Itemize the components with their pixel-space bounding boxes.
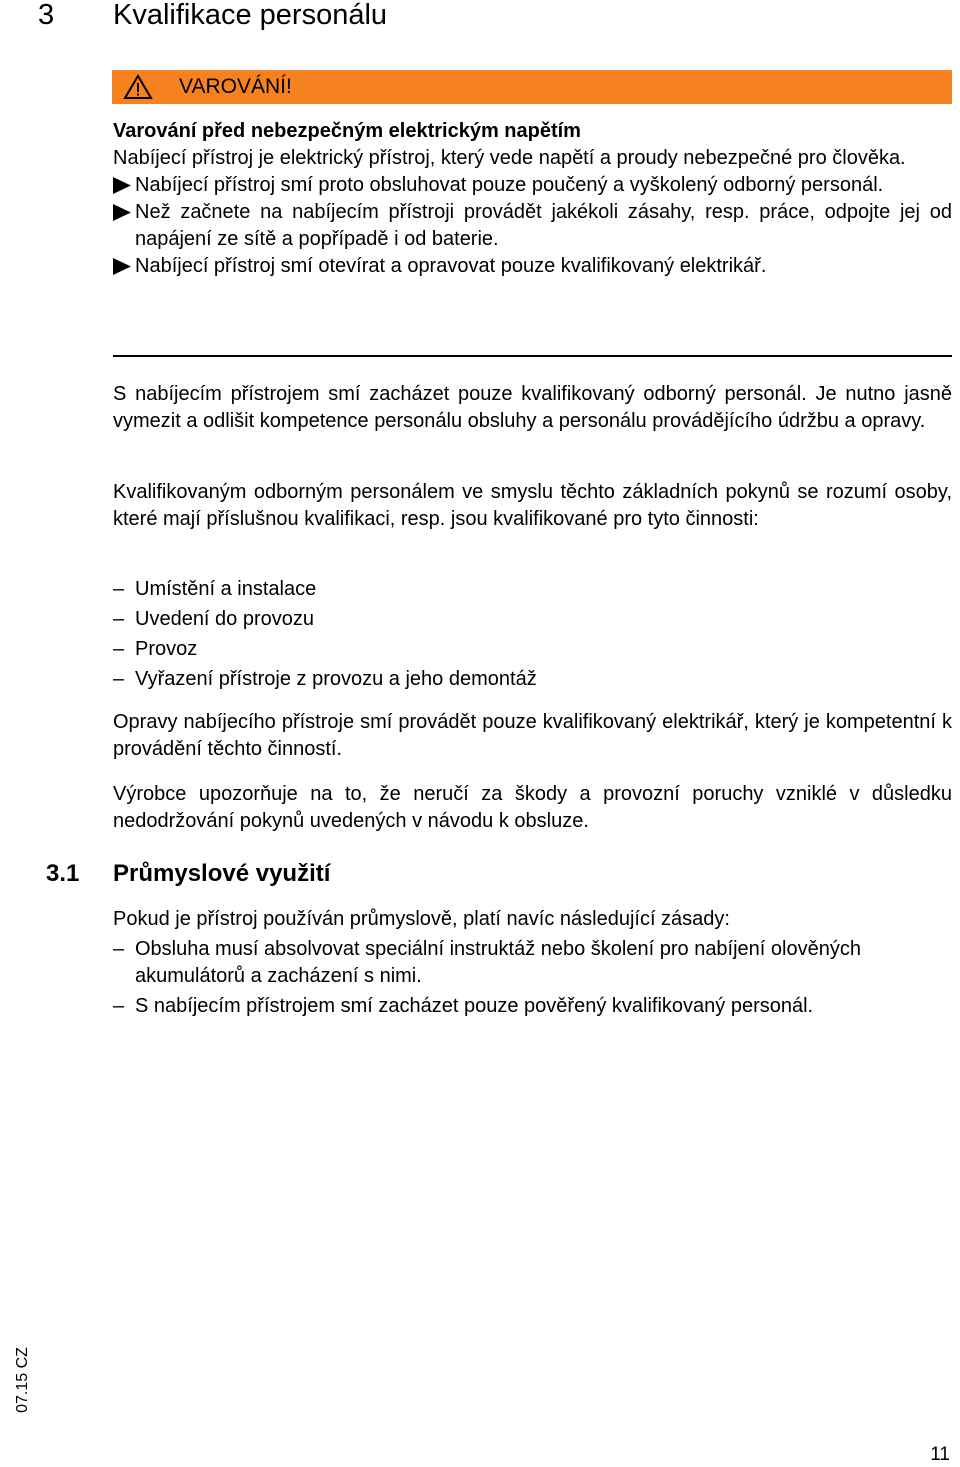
arrow-right-icon [113, 172, 135, 199]
list-item: – S nabíjecím přístrojem smí zacházet pouze pověřený kvalifikovaný personál. [113, 995, 814, 1017]
page-number: 11 [930, 1444, 950, 1465]
instruction-item: Než začnete na nabíjecím přístroji provádět jakékoli zásahy, resp. práce, odpojte jej od napájení ze sítě a popřípadě i od baterie. [113, 199, 952, 253]
divider [113, 355, 952, 357]
chapter-title-text: Kvalifikace personálu [113, 0, 388, 31]
warning-heading: Varování před nebezpečným elektrickým napětím [113, 120, 581, 142]
section-title [46, 858, 330, 890]
chapter-title [38, 0, 387, 30]
warning-body [113, 118, 952, 280]
warning-triangle-icon [123, 74, 153, 100]
instruction-item: Nabíjecí přístroj smí otevírat a opravovat pouze kvalifikovaný elektrikář. [113, 253, 952, 280]
list-item: – Uvedení do provozu [113, 608, 315, 630]
section-intro: Pokud je přístroj používán průmyslově, platí navíc následující zásady: [113, 908, 730, 930]
list-item: – Obsluha musí absolvovat speciální instruktáž nebo školení pro nabíjení olověných akumulátorů a zacházení s nimi. [113, 938, 861, 987]
document-code: 07.15 CZ [14, 1347, 31, 1413]
paragraph: Opravy nabíjecího přístroje smí provádět pouze kvalifikovaný elektrikář, který je kompetentní k provádění těchto činností. [113, 711, 952, 760]
arrow-right-icon [113, 253, 135, 280]
paragraph: S nabíjecím přístrojem smí zacházet pouze kvalifikovaný odborný personál. Je nutno jasně vymezit a odlišit kompetence personálu obsluhy a personálu provádějícího údržbu a opravy. [113, 383, 952, 432]
list-item: – Vyřazení přístroje z provozu a jeho demontáž [113, 668, 537, 690]
paragraph: Kvalifikovaným odborným personálem ve smyslu těchto základních pokynů se rozumí osoby, které mají příslušnou kvalifikaci, resp. jsou kvalifikované pro tyto činnosti: [113, 481, 952, 530]
arrow-right-icon [113, 199, 135, 253]
warning-text: Nabíjecí přístroj je elektrický přístroj, který vede napětí a proudy nebezpečné pro člověka. [113, 147, 906, 169]
instruction-item: Nabíjecí přístroj smí proto obsluhovat pouze poučený a vyškolený odborný personál. [113, 172, 952, 199]
warning-label: VAROVÁNÍ! [179, 75, 292, 98]
list-item: – Umístění a instalace [113, 578, 317, 600]
warning-banner [112, 70, 952, 104]
list-item: – Provoz [113, 638, 198, 660]
activity-list [113, 574, 952, 694]
section-title-text: Průmyslové využití [113, 860, 331, 887]
chapter-number: 3 [38, 0, 55, 31]
section-body [113, 906, 952, 1020]
paragraph: Výrobce upozorňuje na to, že neručí za škody a provozní poruchy vzniklé v důsledku nedodržování pokynů uvedených v návodu k obsluze. [113, 783, 952, 832]
section-number: 3.1 [46, 860, 80, 887]
